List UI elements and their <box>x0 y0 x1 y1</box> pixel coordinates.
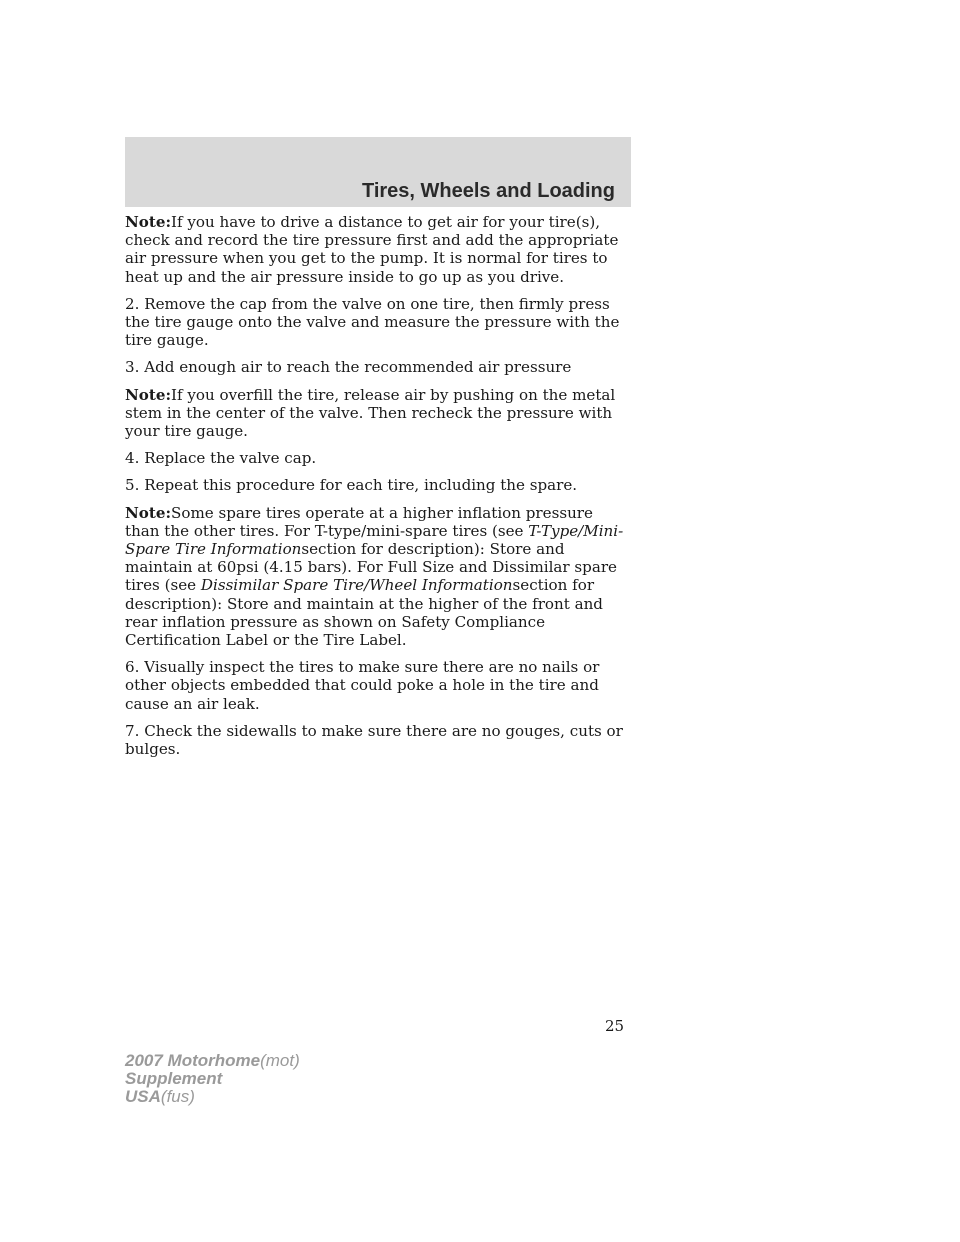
paragraph-text: section for description): Store and maintain at 60psi (4.15 bars). For Full Size and Dissimilar spare tires (see <box>125 540 617 595</box>
note-paragraph-spare-tires <box>125 504 631 650</box>
cross-reference-dissimilar-spare: Dissimilar Spare Tire/Wheel Information <box>200 576 513 595</box>
footer-line-supplement <box>125 1070 300 1088</box>
paragraph-text: Some spare tires operate at a higher inflation pressure than the other tires. For T-type/mini-spare tires (see <box>125 503 593 540</box>
footer-line-market <box>125 1088 300 1106</box>
note-paragraph-drive-distance <box>125 213 631 286</box>
footer-supplement: Supplement <box>125 1069 223 1088</box>
footer-market-code: (fus) <box>160 1087 195 1106</box>
paragraph-text: section for description): Store and maintain at the higher of the front and rear inflation pressure as shown on Safety Compliance Certification Label or the Tire Label. <box>125 576 603 650</box>
note-paragraph-overfill <box>125 386 631 441</box>
footer-market: USA <box>125 1087 161 1106</box>
paragraph-text: If you overfill the tire, release air by pushing on the metal stem in the center of the valve. Then recheck the pressure with your tire gauge. <box>125 385 616 441</box>
step-6-paragraph: 6. Visually inspect the tires to make sure there are no nails or other objects embedded that could poke a hole in the tire and cause an air leak. <box>125 658 600 713</box>
section-title: Tires, Wheels and Loading <box>361 180 615 202</box>
step-4-paragraph: 4. Replace the valve cap. <box>125 449 317 468</box>
note-label: Note: <box>125 503 172 522</box>
paragraph-text: If you have to drive a distance to get air for your tire(s), check and record the tire pressure first and add the appropriate air pressure when you get to the pump. It is normal for tires to heat up and the air pressure inside to go up as you drive. <box>125 213 619 286</box>
document-footer <box>125 1052 300 1106</box>
step-3-paragraph: 3. Add enough air to reach the recommended air pressure <box>125 358 572 377</box>
footer-model-code: (mot) <box>260 1051 300 1070</box>
footer-line-model <box>125 1052 300 1070</box>
step-7-paragraph: 7. Check the sidewalls to make sure there are no gouges, cuts or bulges. <box>125 721 623 759</box>
note-label: Note: <box>125 213 172 231</box>
cross-reference-mini-spare: T-Type/Mini-Spare Tire Information <box>125 521 624 559</box>
footer-model: 2007 Motorhome <box>125 1051 261 1070</box>
note-label: Note: <box>125 385 172 404</box>
section-header-band <box>125 137 631 207</box>
body-text <box>125 213 631 767</box>
step-2-paragraph: 2. Remove the cap from the valve on one tire, then firmly press the tire gauge onto the valve and measure the pressure with the tire gauge. <box>125 294 620 350</box>
step-5-paragraph: 5. Repeat this procedure for each tire, including the spare. <box>125 476 578 495</box>
page-number: 25 <box>605 1017 625 1035</box>
